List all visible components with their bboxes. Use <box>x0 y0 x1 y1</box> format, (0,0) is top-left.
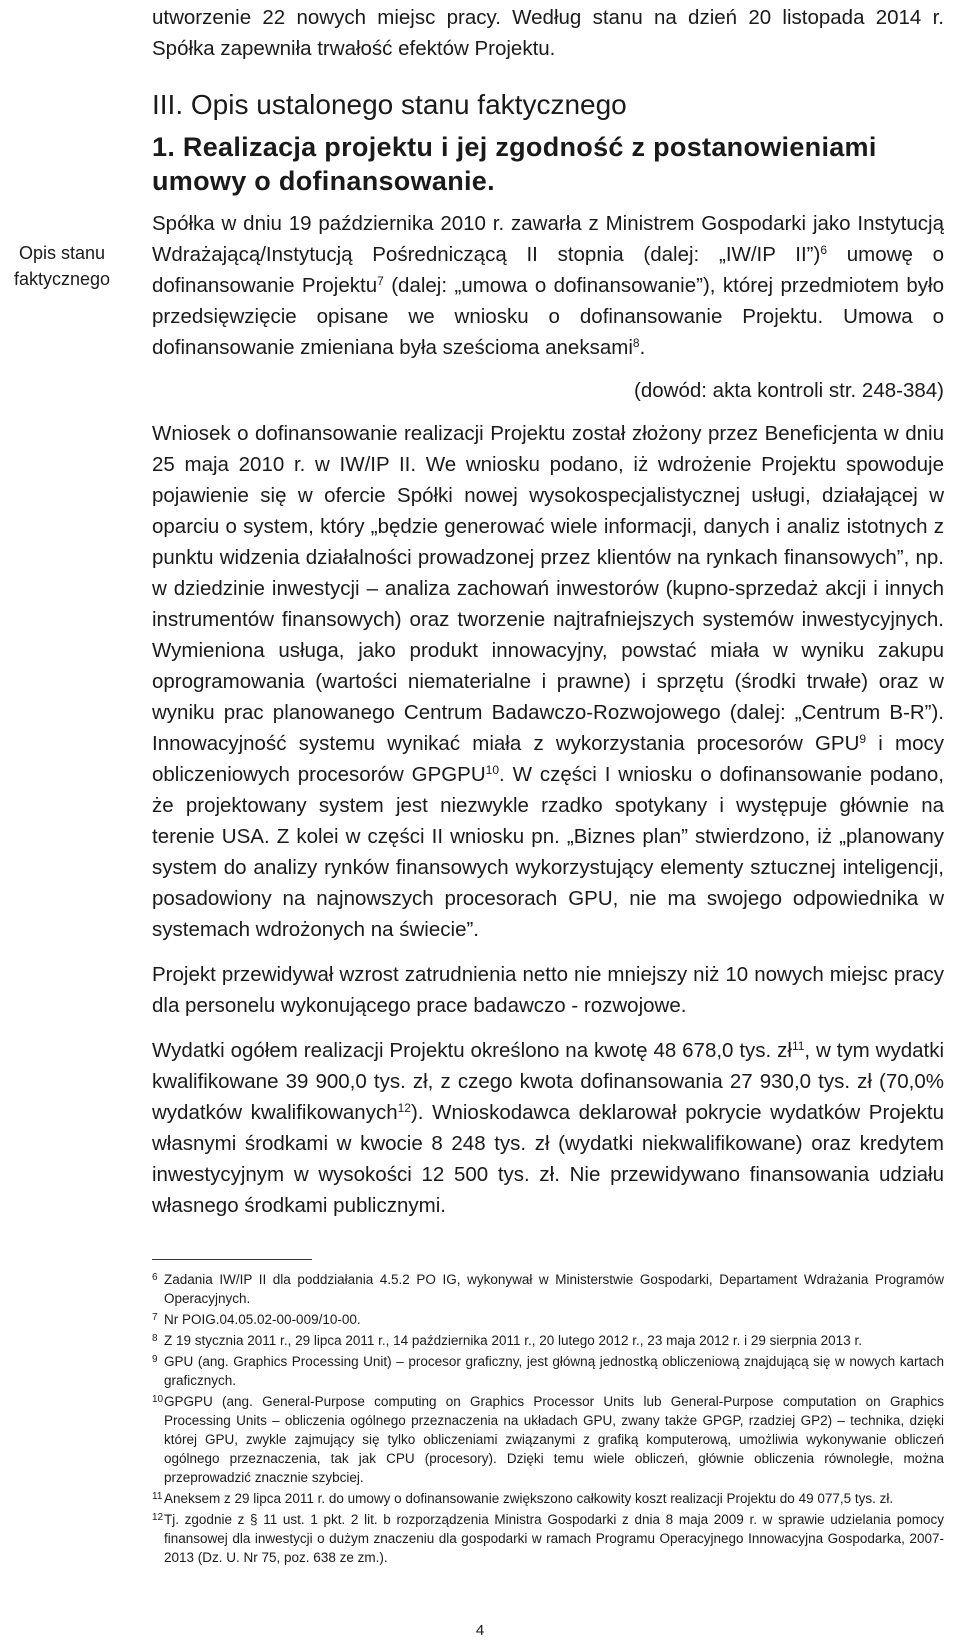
paragraph-text: Spółka w dniu 19 października 2010 r. zawarła z Ministrem Gospodarki jako Instytucją Wdrażającą/Instytucją Pośredniczącą II stopnia (dalej: „IW/IP II”) <box>152 212 944 266</box>
paragraph-text: , w tym wydatki kwalifikowane 39 900,0 tys. zł, z czego kwota dofinansowania 27 930,0 tys. zł (70,0% wydatków kwalifikowanych <box>152 1039 945 1124</box>
footnote <box>152 1510 944 1567</box>
footnote <box>152 1352 944 1390</box>
footnote-number: 11 <box>152 1491 163 1502</box>
footnote <box>152 1270 944 1308</box>
paragraph-text: Wydatki ogółem realizacji Projektu określono na kwotę 48 678,0 tys. zł <box>152 1039 792 1062</box>
footnote-text: Zadania IW/IP II dla poddziałania 4.5.2 PO IG, wykonywał w Ministerstwie Gospodarki, Departament Wdrażania Programów Operacyjnych. <box>164 1272 944 1306</box>
subheading: 1. Realizacja projektu i jej zgodność z postanowieniami umowy o dofinansowanie. <box>152 132 877 196</box>
footnote-ref-7[interactable]: 7 <box>377 274 384 288</box>
page-number: 4 <box>475 1622 485 1639</box>
footnote-number: 12 <box>152 1512 164 1523</box>
top-paragraph: utworzenie 22 nowych miejsc pracy. Według stanu na dzień 20 listopada 2014 r. Spółka zapewniła trwałość efektów Projektu. <box>152 6 944 60</box>
footnote-ref-11[interactable]: 11 <box>791 1039 805 1053</box>
footnote-text: GPU (ang. Graphics Processing Unit) – procesor graficzny, jest główną jednostką obliczeniową znajdującą się w nowych kartach graficznych. <box>164 1354 944 1388</box>
paragraph-text: (dalej: „umowa o dofinansowanie”), której przedmiotem było przedsięwzięcie opisane we wniosku o dofinansowanie Projektu. Umowa o dofinansowanie zmieniana była sześcioma aneksami <box>152 274 944 359</box>
footnote-number: 7 <box>152 1312 158 1323</box>
paragraph-contract <box>152 208 944 363</box>
footnote <box>152 1331 944 1350</box>
footnote-number: 9 <box>152 1354 158 1365</box>
paragraph-expenditure <box>152 1035 944 1221</box>
footnote-number: 10 <box>152 1394 164 1405</box>
footnote-text: Z 19 stycznia 2011 r., 29 lipca 2011 r., 14 października 2011 r., 20 lutego 2012 r., 23 maja 2012 r. i 29 sierpnia 2013 r. <box>164 1333 862 1348</box>
footnote <box>152 1310 944 1329</box>
paragraph-text: . <box>639 336 646 359</box>
footnote-divider <box>152 1259 312 1260</box>
footnote-ref-12[interactable]: 12 <box>397 1101 411 1115</box>
evidence-note: (dowód: akta kontroli str. 248-384) <box>634 379 944 402</box>
footnote-ref-10[interactable]: 10 <box>485 763 500 777</box>
footnote-text: Tj. zgodnie z § 11 ust. 1 pkt. 2 lit. b rozporządzenia Ministra Gospodarki z dnia 8 maja 2009 r. w sprawie udzielania pomocy finansowej dla inwestycji o dużym znaczeniu dla gospodarki w ramach Programu Operacyjnego Innowacyjna Gospodarka, 2007-2013 (Dz. U. Nr 75, poz. 638 ze zm.). <box>164 1512 944 1565</box>
footnote-text: Nr POIG.04.05.02-00-009/10-00. <box>164 1312 361 1327</box>
paragraph-employment: Projekt przewidywał wzrost zatrudnienia netto nie mniejszy niż 10 nowych miejsc pracy dla personelu wykonującego prace badawczo - rozwojowe. <box>152 963 944 1017</box>
footnote-number: 6 <box>152 1272 158 1283</box>
margin-note: Opis stanu faktycznego <box>13 243 111 289</box>
paragraph-text: Wniosek o dofinansowanie realizacji Projektu został złożony przez Beneficjenta w dniu 25 maja 2010 r. w IW/IP II. We wniosku podano, iż wdrożenie Projektu spowoduje pojawienie się w ofercie Spółki nowej wysokospecjalistycznej usługi, działającej w oparciu o system, który „będzie generować wiele informacji, danych i analiz istotnych z punktu widzenia działalności prowadzonej przez klientów na rynkach finansowych”, np. w dziedzinie inwestycji – analiza zachowań inwestorów (kupno-sprzedaż akcji i innych instrumentów finansowych) oraz tworzenie najtrafniejszych systemów inwestycyjnych. Wymieniona usługa, jako produkt innowacyjny, powstać miała w wyniku zakupu oprogramowania (wartości niematerialne i prawne) i sprzętu (środki trwałe) oraz w wyniku prac planowanego Centrum Badawczo-Rozwojowego (dalej: „Centrum B-R”). Innowacyjność systemu wynikać miała z wykorzystania procesorów GPU <box>152 422 944 755</box>
footnote-text: GPGPU (ang. General-Purpose computing on Graphics Processor Units lub General-Purpose computation on Graphics Processing Units – obliczenia ogólnego przeznaczenia na układach GPU, zwany także GPGP, rzadziej GP2) – technika, dzięki której GPU, zwykle zajmujący się tylko obliczeniami związanymi z grafiką komputerową, umożliwia wykonywanie obliczeń ogólnego przeznaczenia, tak jak CPU (procesory). Dzięki temu wiele obliczeń, głównie obliczenia równoległe, można przeprowadzić znacznie szybciej. <box>164 1394 944 1485</box>
footnote-ref-6[interactable]: 6 <box>820 243 828 257</box>
paragraph-text: . W części I wniosku o dofinansowanie podano, że projektowany system jest niezwykle rzadko spotykany i występuje głównie na terenie USA. Z kolei w części II wniosku pn. „Biznes plan” stwierdzono, iż „planowany system do analizy rynków finansowych wykorzystujący elementy sztucznej inteligencji, posadowiony na najnowszych procesorach GPU, nie ma swojego odpowiednika w systemach wdrożonych na świecie”. <box>152 763 944 941</box>
paragraph-text: ). Wnioskodawca deklarował pokrycie wydatków Projektu własnymi środkami w kwocie 8 248 tys. zł (wydatki niekwalifikowane) oraz kredytem inwestycyjnym w wysokości 12 500 tys. zł. Nie przewidywano finansowania udziału własnego środkami publicznymi. <box>152 1101 944 1217</box>
section-heading: III. Opis ustalonego stanu faktycznego <box>152 89 627 120</box>
footnote-ref-8[interactable]: 8 <box>632 336 640 350</box>
footnotes-list <box>152 1270 944 1567</box>
footnote-text: Aneksem z 29 lipca 2011 r. do umowy o dofinansowanie zwiększono całkowity koszt realizacji Projektu do 49 077,5 tys. zł. <box>164 1491 894 1506</box>
paragraph-text: i mocy obliczeniowych procesorów GPGPU <box>152 732 944 786</box>
footnote-ref-9[interactable]: 9 <box>859 732 867 746</box>
footnote <box>152 1392 944 1487</box>
footnote <box>152 1489 944 1508</box>
paragraph-application <box>152 418 944 945</box>
page-content <box>152 0 944 1569</box>
paragraph-text: umowę o dofinansowanie Projektu <box>152 243 944 297</box>
footnote-number: 8 <box>152 1333 158 1344</box>
